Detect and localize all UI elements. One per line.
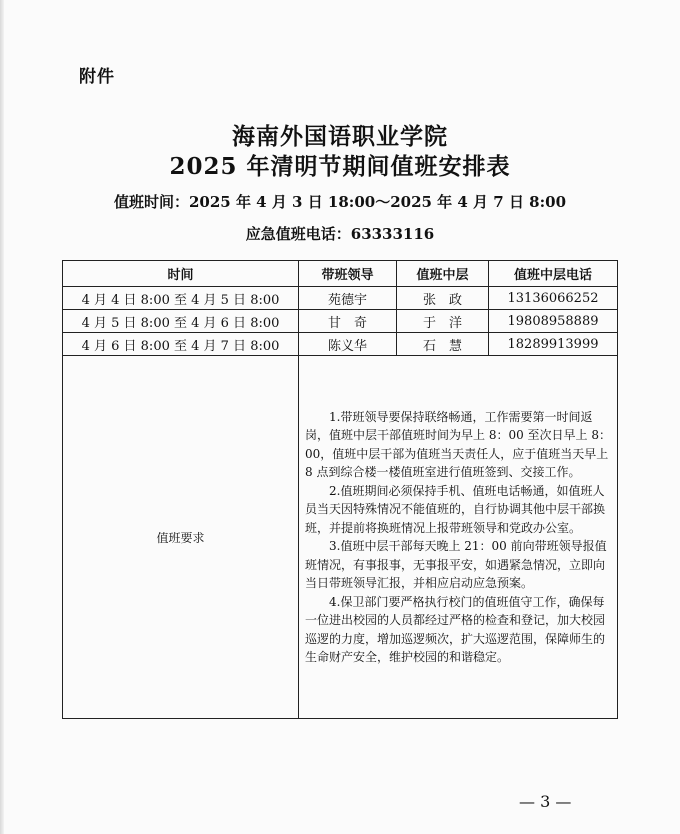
table-header-row: [63, 261, 618, 287]
shift-leader: 苑德宇: [299, 287, 397, 310]
requirements-row: [63, 356, 618, 719]
requirement-item: 2.值班期间必须保持手机、值班电话畅通，如值班人员当天因特殊情况不能值班的，自行协调其他中层干部换班，并提前将换班情况上报带班领导和党政办公室。: [305, 483, 606, 535]
document-title-line2: 2025 年清明节期间值班安排表: [169, 153, 511, 180]
header-middle-manager: 值班中层: [397, 261, 489, 287]
requirements-text: [299, 356, 618, 719]
shift-time: 4 月 5 日 8:00 至 4 月 6 日 8:00: [63, 310, 299, 333]
shift-phone: 19808958889: [489, 310, 618, 333]
shift-middle-manager: 于 洋: [397, 310, 489, 333]
document-title-line1: 海南外国语职业学院: [232, 123, 448, 150]
shift-leader: 陈义华: [299, 333, 397, 356]
shift-phone: 13136066252: [489, 287, 618, 310]
page-number: — 3 —: [519, 792, 572, 811]
header-time: 时间: [63, 261, 299, 287]
header-manager-phone: 值班中层电话: [489, 261, 618, 287]
shift-leader: 甘 奇: [299, 310, 397, 333]
shift-phone: 18289913999: [489, 333, 618, 356]
table-row: [63, 287, 618, 310]
requirements-label: 值班要求: [63, 356, 299, 719]
shift-time: 4 月 6 日 8:00 至 4 月 7 日 8:00: [63, 333, 299, 356]
table-row: [63, 333, 618, 356]
shift-middle-manager: 石 慧: [397, 333, 489, 356]
shift-middle-manager: 张 政: [397, 287, 489, 310]
requirement-item: 4.保卫部门要严格执行校门的值班值守工作，确保每一位进出校园的人员都经过严格的检查和登记，加大校园巡逻的力度，增加巡逻频次，扩大巡逻范围，保障师生的生命财产安全，维护校园的和谐稳定。: [305, 594, 606, 664]
duty-schedule-table: [62, 260, 618, 719]
emergency-phone: 应急值班电话：63333116: [245, 225, 435, 243]
requirement-item: 1.带班领导要保持联络畅通，工作需要第一时间返岗，值班中层干部值班时间为早上 8：00 至次日早上 8：00，值班中层干部为值班当天责任人，应于值班当天早上 8 点到综合楼一楼值班室进行值班签到、交接工作。: [305, 409, 611, 479]
table-row: [63, 310, 618, 333]
shift-time: 4 月 4 日 8:00 至 4 月 5 日 8:00: [63, 287, 299, 310]
duty-time: 值班时间：2025 年 4 月 3 日 18:00～2025 年 4 月 7 日 8:00: [113, 193, 567, 211]
requirement-item: 3.值班中层干部每天晚上 21：00 前向带班领导报值班情况，有事报事，无事报平安，如遇紧急情况，立即向当日带班领导汇报，并相应启动应急预案。: [305, 539, 607, 590]
header-leader: 带班领导: [299, 261, 397, 287]
attachment-label: 附件: [79, 67, 115, 87]
